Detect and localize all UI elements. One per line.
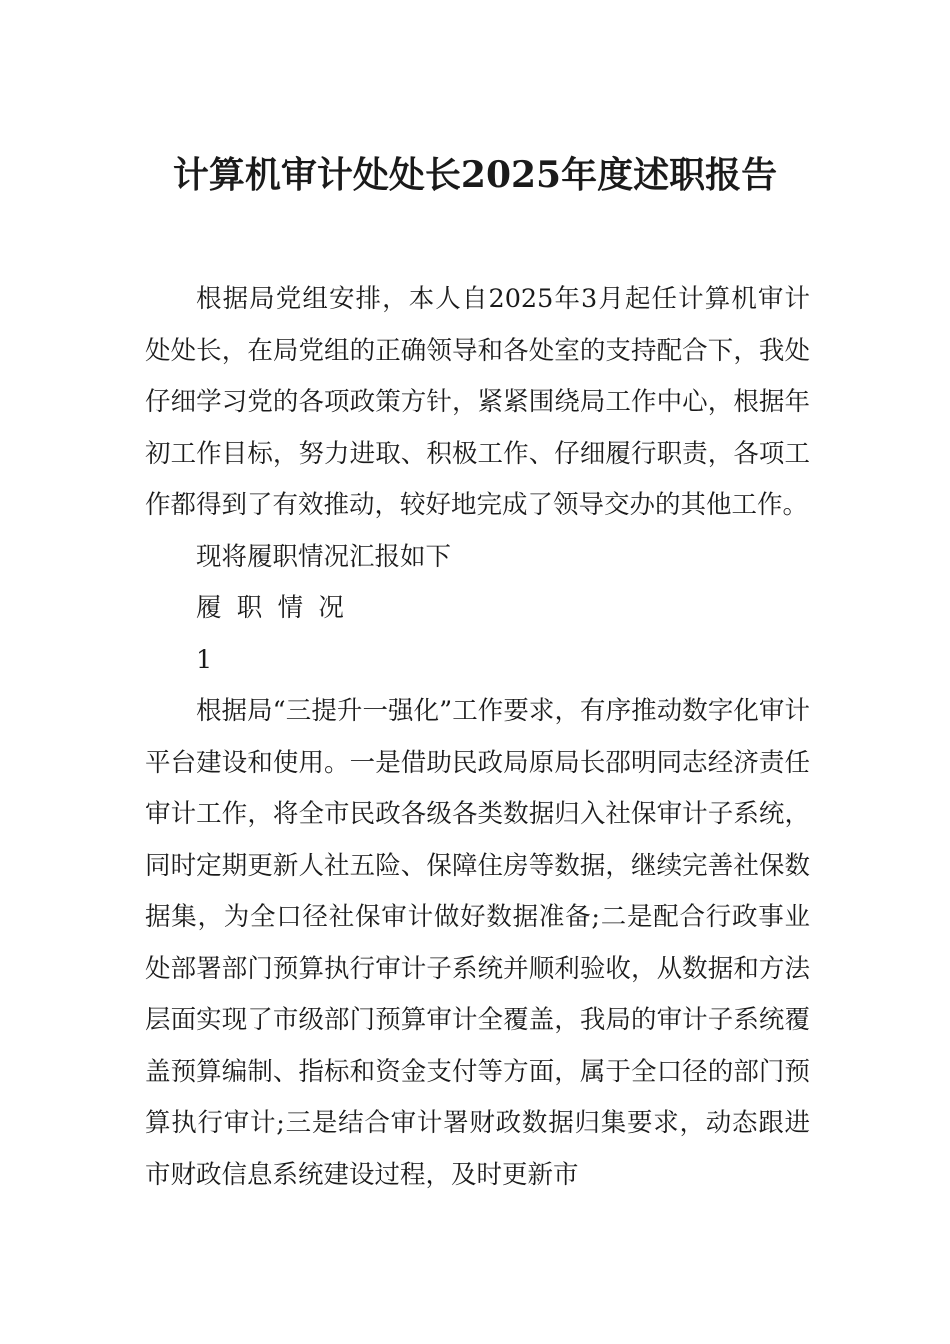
- section-heading: 履职情况: [196, 593, 360, 623]
- paragraph-section-1: 根据局“三提升一强化”工作要求，有序推动数字化审计平台建设和使用。一是借助民政局原局长邵明同志经济责任审计工作，将全市民政各级各类数据归入社保审计子系统，同时定期更新人社五险、保障住房等数据，继续完善社保数据集，为全口径社保审计做好数据准备;二是配合行政事业处部署部门预算执行审计子系统并顺利验收，从数据和方法层面实现了市级部门预算审计全覆盖，我局的审计子系统覆盖预算编制、指标和资金支付等方面，属于全口径的部门预算执行审计;三是结合审计署财政数据归集要求，动态跟进市财政信息系统建设过程，及时更新市: [145, 696, 810, 1190]
- section-number: 1: [196, 644, 213, 675]
- document-body: [145, 274, 810, 1201]
- document-title: 计算机审计处处长2025年度述职报告: [172, 154, 778, 197]
- paragraph-report-lead: 现将履职情况汇报如下: [196, 541, 452, 572]
- paragraph-intro: 根据局党组安排，本人自2025年3月起任计算机审计处处长，在局党组的正确领导和各处室的支持配合下，我处仔细学习党的各项政策方针，紧紧围绕局工作中心，根据年初工作目标，努力进取、积极工作、仔细履行职责，各项工作都得到了有效推动，较好地完成了领导交办的其他工作。: [145, 284, 810, 520]
